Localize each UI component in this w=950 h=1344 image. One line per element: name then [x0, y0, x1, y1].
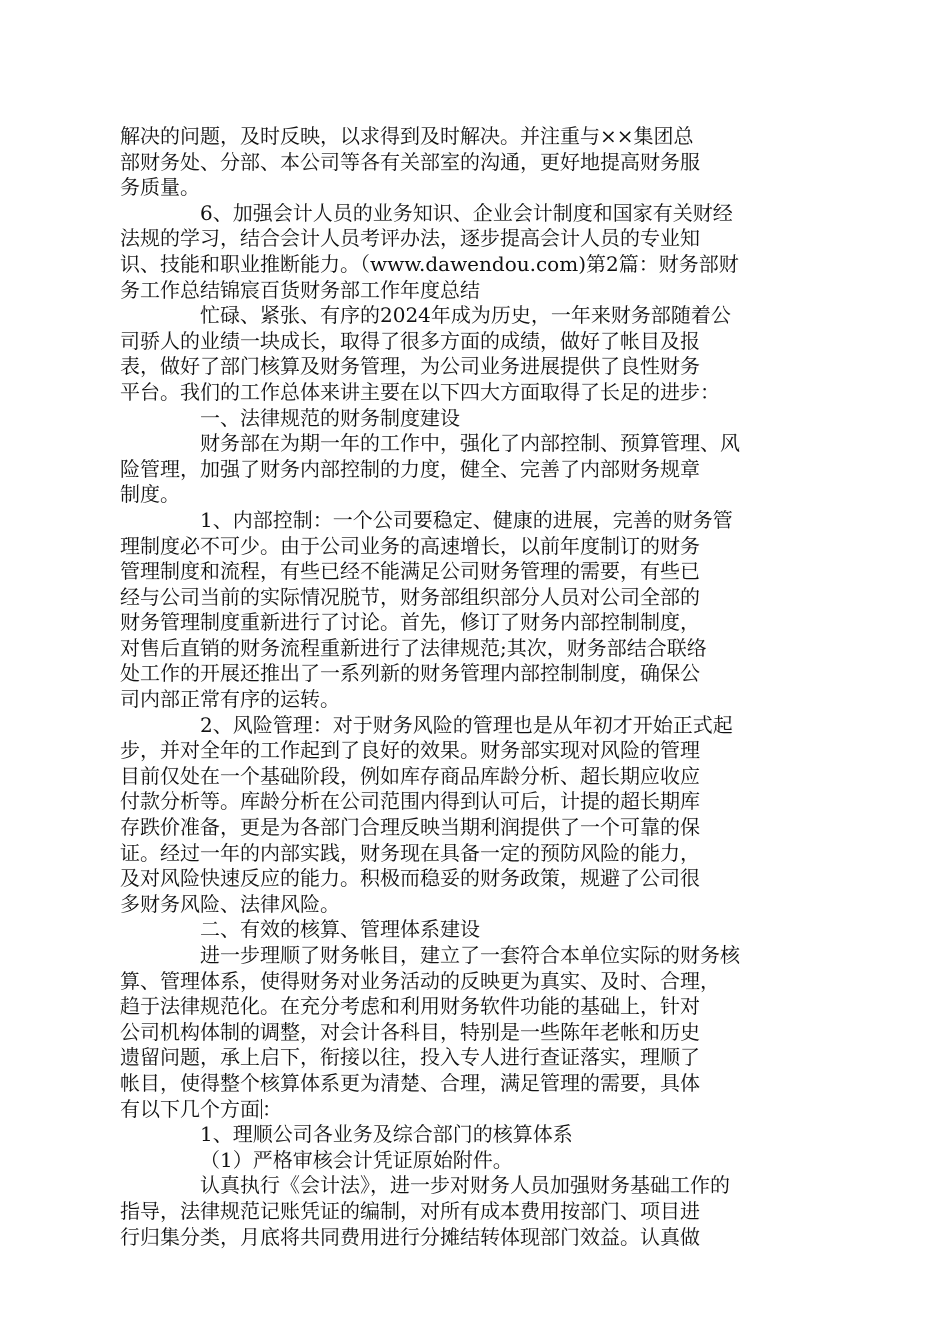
body-line: 及对风险快速反应的能力。积极而稳妥的财务政策，规避了公司很	[120, 866, 700, 891]
body-line: 趋于法律规范化。在充分考虑和利用财务软件功能的基础上，针对	[120, 994, 700, 1019]
body-line-suffix: ：	[262, 1096, 282, 1121]
body-line: 行归集分类，月底将共同费用进行分摊结转体现部门效益。认真做	[120, 1224, 700, 1249]
body-line: 付款分析等。库龄分析在公司范围内得到认可后，计提的超长期库	[120, 789, 700, 814]
body-line: 管理制度和流程，有些已经不能满足公司财务管理的需要，有些已	[120, 559, 700, 584]
body-line: 证。经过一年的内部实践，财务现在具备一定的预防风险的能力，	[120, 840, 700, 865]
body-line: 司骄人的业绩一块成长，取得了很多方面的成绩，做好了帐目及报	[120, 328, 700, 353]
body-line: 6、加强会计人员的业务知识、企业会计制度和国家有关财经	[200, 200, 733, 225]
body-line: 解决的问题，及时反映，以求得到及时解决。并注重与××集团总	[120, 124, 694, 148]
body-line: 帐目，使得整个核算体系更为清楚、合理，满足管理的需要，具体	[120, 1070, 700, 1095]
body-line: 忙碌、紧张、有序的2024年成为历史，一年来财务部随着公	[200, 303, 731, 328]
body-line: 认真执行《会计法》，进一步对财务人员加强财务基础工作的	[200, 1173, 730, 1198]
subsection-heading: 1、理顺公司各业务及综合部门的核算体系	[200, 1122, 573, 1147]
body-line: 对售后直销的财务流程重新进行了法律规范;其次，财务部结合联络	[120, 635, 707, 660]
body-line: 务工作总结锦宸百货财务部工作年度总结	[120, 277, 480, 302]
body-line: 多财务风险、法律风险。	[120, 891, 340, 916]
section-heading: 二、有效的核算、管理体系建设	[200, 917, 480, 942]
body-line: 法规的学习，结合会计人员考评办法，逐步提高会计人员的专业知	[120, 226, 700, 251]
body-line: 财务管理制度重新进行了讨论。首先，修订了财务内部控制制度，	[120, 610, 700, 635]
body-line: 处工作的开展还推出了一系列新的财务管理内部控制制度，确保公	[120, 661, 700, 686]
body-line: 理制度必不可少。由于公司业务的高速增长，以前年度制订的财务	[120, 533, 700, 558]
body-line: 表，做好了部门核算及财务管理，为公司业务进展提供了良性财务	[120, 354, 700, 379]
body-line: 部财务处、分部、本公司等各有关部室的沟通，更好地提高财务服	[120, 149, 700, 174]
body-line: 务质量。	[120, 175, 200, 200]
body-line: 司内部正常有序的运转。	[120, 687, 340, 712]
body-line: 平台。我们的工作总体来讲主要在以下四大方面取得了长足的进步：	[120, 379, 720, 404]
body-line: 制度。	[120, 482, 180, 507]
body-line: 险管理，加强了财务内部控制的力度，健全、完善了内部财务规章	[120, 456, 700, 481]
body-line: 公司机构体制的调整，对会计各科目，特别是一些陈年老帐和历史	[120, 1019, 700, 1044]
body-line: 存跌价准备，更是为各部门合理反映当期利润提供了一个可靠的保	[120, 815, 700, 840]
body-line-with-cursor	[120, 1097, 950, 1123]
section-heading: 一、法律规范的财务制度建设	[200, 405, 460, 430]
body-line: 识、技能和职业推断能力。（www.dawendou.com)第2篇：财务部财	[120, 251, 739, 276]
body-line: 经与公司当前的实际情况脱节，财务部组织部分人员对公司全部的	[120, 584, 700, 609]
body-line: 进一步理顺了财务帐目，建立了一套符合本单位实际的财务核	[200, 943, 740, 967]
subsection-heading: （1）严格审核会计凭证原始附件。	[200, 1147, 513, 1172]
body-line: 指导，法律规范记账凭证的编制，对所有成本费用按部门、项目进	[120, 1198, 700, 1223]
body-line: 遗留问题，承上启下，衔接以往，投入专人进行查证落实，理顺了	[120, 1045, 700, 1070]
body-line: 财务部在为期一年的工作中，强化了内部控制、预算管理、风	[200, 431, 740, 456]
body-line: 算、管理体系，使得财务对业务活动的反映更为真实、及时、合理，	[120, 968, 720, 993]
body-line: 步，并对全年的工作起到了良好的效果。财务部实现对风险的管理	[120, 738, 700, 763]
body-line: 1、内部控制：一个公司要稳定、健康的进展，完善的财务管	[200, 507, 733, 532]
document-body	[0, 124, 950, 1250]
body-line: 目前仅处在一个基础阶段，例如库存商品库龄分析、超长期应收应	[120, 763, 700, 788]
body-line-text: 有以下几个方面	[120, 1096, 260, 1121]
body-line: 2、风险管理：对于财务风险的管理也是从年初才开始正式起	[200, 712, 733, 737]
